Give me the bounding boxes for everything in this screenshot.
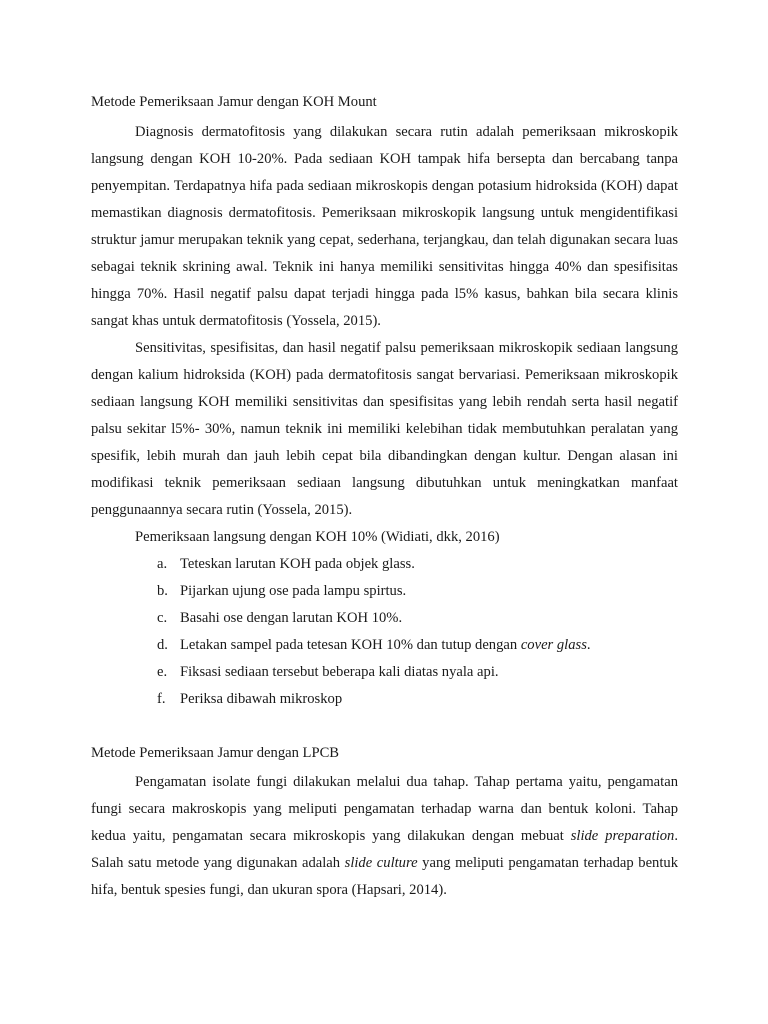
list-item-text: Pijarkan ujung ose pada lampu spirtus. — [180, 583, 407, 599]
section-heading-lpcb: Metode Pemeriksaan Jamur dengan LPCB — [91, 745, 340, 761]
list-item — [91, 659, 678, 686]
list-item-text-part: . — [586, 637, 591, 653]
list-item-text: Teteskan larutan KOH pada objek glass. — [180, 556, 415, 572]
list-item — [91, 578, 678, 605]
list-marker: b. — [157, 583, 168, 599]
list-marker: a. — [157, 556, 168, 572]
list-item — [91, 551, 678, 578]
italic-term-slide-preparation: slide preparation — [570, 828, 675, 844]
list-item — [91, 605, 678, 632]
paragraph-text-part: . Salah satu metode yang digunakan adalah — [91, 828, 679, 871]
document-body — [91, 92, 678, 904]
italic-term-slide-culture: slide culture — [344, 855, 418, 871]
paragraph-text-part: Pengamatan isolate fungi dilakukan melalui dua tahap. Tahap pertama yaitu, pengamatan fungi secara makroskopis yang meliputi pengamatan terhadap warna dan bentuk koloni. Tahap kedua yaitu, pengamatan secara mikroskopis yang dilakukan dengan mebuat — [91, 774, 678, 844]
section-heading-koh-mount: Metode Pemeriksaan Jamur dengan KOH Mount — [91, 94, 377, 110]
list-item-text — [180, 637, 591, 653]
list-marker: c. — [157, 610, 168, 626]
procedure-steps-list — [91, 551, 678, 713]
italic-term-cover-glass: cover glass — [520, 637, 587, 653]
list-item — [91, 686, 678, 713]
paragraph-text-part: yang meliputi pengamatan terhadap bentuk hifa, bentuk spesies fungi, dan ukuran spora (Hapsari, 2014). — [91, 855, 678, 898]
list-marker: d. — [157, 637, 168, 653]
list-item-text: Basahi ose dengan larutan KOH 10%. — [180, 610, 403, 626]
paragraph-sensitivity: Sensitivitas, spesifisitas, dan hasil negatif palsu pemeriksaan mikroskopik sediaan langsung dengan kalium hidroksida (KOH) pada dermatofitosis sangat bervariasi. Pemeriksaan mikroskopik sediaan langsung KOH memiliki sensitivitas dan spesifisitas yang lebih rendah serta hasil negatif palsu sekitar l5%- 30%, namun teknik ini memiliki kelebihan tidak membutuhkan peralatan yang spesifik, lebih murah dan jauh lebih cepat bila dibandingkan dengan kultur. Dengan alasan ini modifikasi teknik pemeriksaan sediaan langsung dibutuhkan untuk meningkatkan manfaat penggunaannya secara rutin (Yossela, 2015). — [91, 340, 678, 518]
list-marker: f. — [157, 691, 166, 707]
list-item-text-part: Letakan sampel pada tetesan KOH 10% dan tutup dengan — [180, 637, 521, 653]
list-item — [91, 632, 678, 659]
list-item-text: Fiksasi sediaan tersebut beberapa kali diatas nyala api. — [180, 664, 499, 680]
section-spacer — [91, 713, 678, 743]
paragraph-lpcb — [91, 769, 678, 904]
list-marker: e. — [157, 664, 168, 680]
paragraph-diagnosis: Diagnosis dermatofitosis yang dilakukan secara rutin adalah pemeriksaan mikroskopik langsung dengan KOH 10-20%. Pada sediaan KOH tampak hifa bersepta dan bercabang tanpa penyempitan. Terdapatnya hifa pada sediaan mikroskopis dengan potasium hidroksida (KOH) dapat memastikan diagnosis dermatofitosis. Pemeriksaan mikroskopik langsung untuk mengidentifikasi struktur jamur merupakan teknik yang cepat, sederhana, terjangkau, dan telah digunakan secara luas sebagai teknik skrining awal. Teknik ini hanya memiliki sensitivitas hingga 40% dan spesifisitas hingga 70%. Hasil negatif palsu dapat terjadi hingga pada l5% kasus, bahkan bila secara klinis sangat khas untuk dermatofitosis (Yossela, 2015). — [91, 124, 678, 329]
procedure-lead: Pemeriksaan langsung dengan KOH 10% (Widiati, dkk, 2016) — [135, 529, 500, 545]
list-item-text: Periksa dibawah mikroskop — [180, 691, 343, 707]
